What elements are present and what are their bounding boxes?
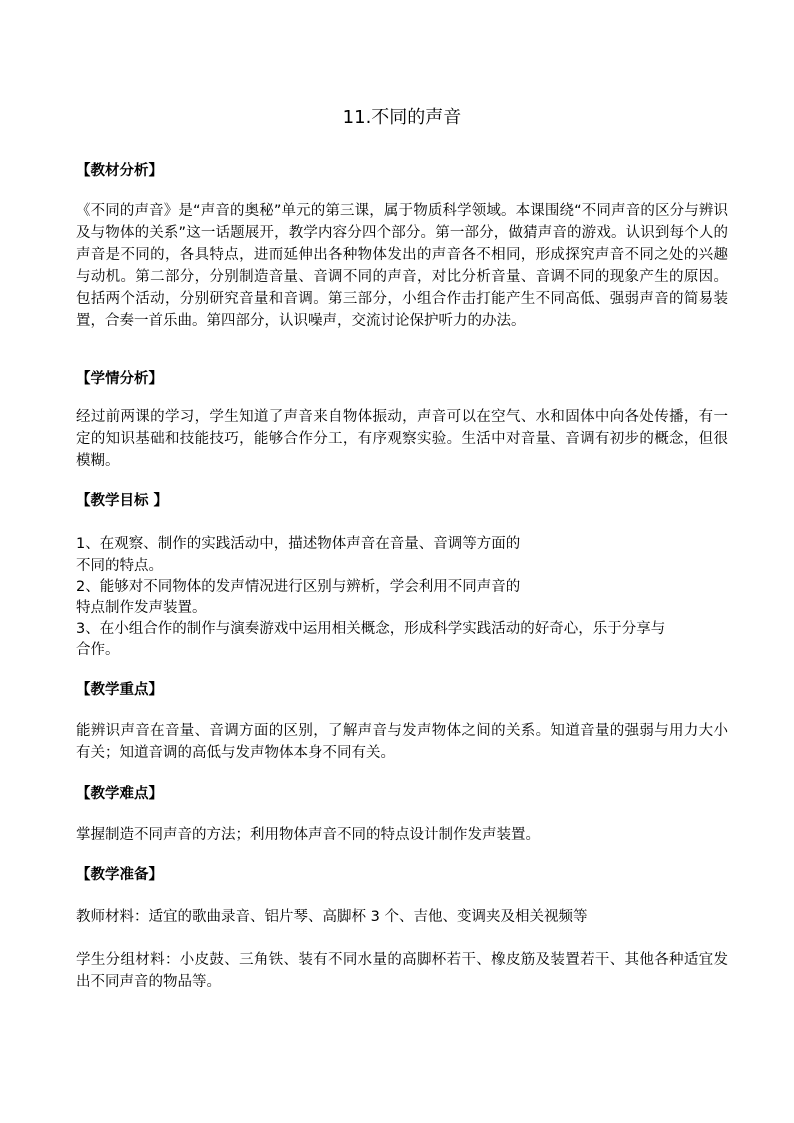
section-heading-difficulties: 【教学难点】 bbox=[76, 786, 163, 802]
student-analysis-paragraph: 经过前两课的学习，学生知道了声音来自物体振动，声音可以在空气、水和固体中向各处传播，有一定的知识基础和技能技巧，能够合作分工，有序观察实验。生活中对音量、音调有初步的概念，但很模糊。 bbox=[76, 409, 728, 469]
section-heading-student-analysis: 【学情分析】 bbox=[76, 371, 163, 387]
section-heading-preparation: 【教学准备】 bbox=[76, 867, 163, 883]
teaching-goal-line: 1、在观察、制作的实践活动中，描述物体声音在音量、音调等方面的 bbox=[76, 536, 521, 552]
key-points-paragraph: 能辨识声音在音量、音调方面的区别，了解声音与发声物体之间的关系。知道音量的强弱与用力大小有关；知道音调的高低与发声物体本身不同有关。 bbox=[76, 723, 728, 761]
section-heading-key-points: 【教学重点】 bbox=[76, 682, 163, 698]
teaching-goal-line: 特点制作发声装置。 bbox=[76, 600, 207, 616]
teaching-goal-line: 3、在小组合作的制作与演奏游戏中运用相关概念，形成科学实践活动的好奇心，乐于分享与 bbox=[76, 621, 666, 637]
page-title: 11.不同的声音 bbox=[342, 107, 462, 128]
student-materials-paragraph: 学生分组材料：小皮鼓、三角铁、装有不同水量的高脚杯若干、橡皮筋及装置若干、其他各种适宜发出不同声音的物品等。 bbox=[76, 952, 728, 990]
teacher-materials-paragraph: 教师材料：适宜的歌曲录音、铝片琴、高脚杯 3 个、吉他、变调夹及相关视频等 bbox=[76, 909, 588, 925]
textbook-analysis-paragraph: 《不同的声音》是“声音的奥秘”单元的第三课，属于物质科学领域。本课围绕“不同声音的区分与辨识及与物体的关系”这一话题展开，教学内容分四个部分。第一部分，做猜声音的游戏。认识到每个人的声音是不同的，各具特点，进而延伸出各种物体发出的声音各不相同，形成探究声音不同之处的兴趣与动机。第二部分，分别制造音量、音调不同的声音，对比分析音量、音调不同的现象产生的原因。包括两个活动，分别研究音量和音调。第三部分，小组合作击打能产生不同高低、强弱声音的简易装置，合奏一首乐曲。第四部分，认识噪声，交流讨论保护听力的办法。 bbox=[76, 203, 728, 329]
difficulties-paragraph: 掌握制造不同声音的方法；利用物体声音不同的特点设计制作发声装置。 bbox=[76, 827, 540, 843]
teaching-goal-line: 合作。 bbox=[76, 642, 120, 658]
teaching-goal-line: 2、能够对不同物体的发声情况进行区别与辨析，学会利用不同声音的 bbox=[76, 579, 521, 595]
section-heading-teaching-goals: 【教学目标 】 bbox=[76, 493, 169, 509]
section-heading-textbook-analysis: 【教材分析】 bbox=[76, 163, 163, 179]
teaching-goal-line: 不同的特点。 bbox=[76, 558, 163, 574]
